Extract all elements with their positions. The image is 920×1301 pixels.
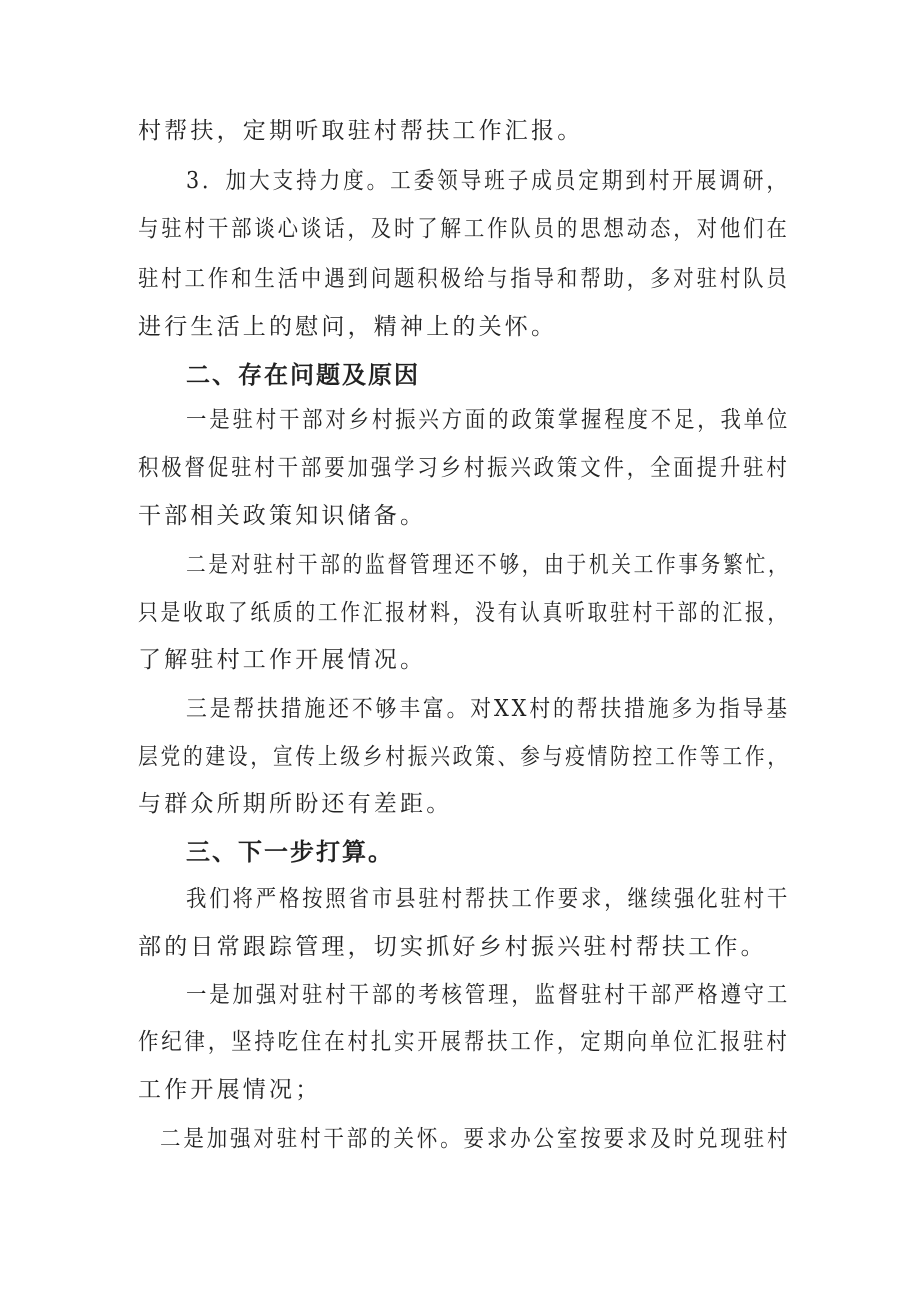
- paragraph-line: 二是对驻村干部的监督管理还不够，由于机关工作事务繁忙，: [186, 552, 791, 578]
- section-heading: 三、下一步打算。: [186, 838, 394, 866]
- paragraph-line: 驻村工作和生活中遇到问题积极给与指导和帮助，多对驻村队员: [138, 266, 790, 292]
- paragraph-line: 工作开展情况；: [138, 1077, 322, 1103]
- paragraph-line: 干部相关政策知识储备。: [138, 503, 427, 529]
- paragraph-line: 一是驻村干部对乡村振兴方面的政策掌握程度不足，我单位: [186, 407, 791, 433]
- paragraph-line: 层党的建设，宣传上级乡村振兴政策、参与疫情防控工作等工作，: [138, 744, 790, 770]
- paragraph-line: 只是收取了纸质的工作汇报材料，没有认真听取驻村干部的汇报，: [138, 600, 790, 626]
- paragraph-line: 村帮扶，定期听取驻村帮扶工作汇报。: [138, 118, 584, 144]
- paragraph-line: 了解驻村工作开展情况。: [138, 647, 427, 673]
- paragraph-line: 进行生活上的慰问，精神上的关怀。: [138, 314, 558, 340]
- paragraph-line: 部的日常跟踪管理，切实抓好乡村振兴驻村帮扶工作。: [138, 934, 767, 960]
- paragraph-line: 3．加大支持力度。工委领导班子成员定期到村开展调研，: [186, 168, 790, 194]
- paragraph-line: 与群众所期所盼还有差距。: [138, 791, 453, 817]
- paragraph-line: 我们将严格按照省市县驻村帮扶工作要求，继续强化驻村干: [186, 886, 791, 912]
- section-heading: 二、存在问题及原因: [186, 361, 420, 389]
- paragraph-line: 三是帮扶措施还不够丰富。对XX村的帮扶措施多为指导基: [186, 696, 790, 722]
- paragraph-line: 积极督促驻村干部要加强学习乡村振兴政策文件，全面提升驻村: [138, 455, 790, 481]
- paragraph-line: 与驻村干部谈心谈话，及时了解工作队员的思想动态，对他们在: [138, 216, 790, 242]
- paragraph-line: 作纪律，坚持吃住在村扎实开展帮扶工作，定期向单位汇报驻村: [138, 1029, 790, 1055]
- paragraph-line: 一是加强对驻村干部的考核管理，监督驻村干部严格遵守工: [186, 982, 791, 1008]
- paragraph-line: 二是加强对驻村干部的关怀。要求办公室按要求及时兑现驻村: [160, 1126, 791, 1152]
